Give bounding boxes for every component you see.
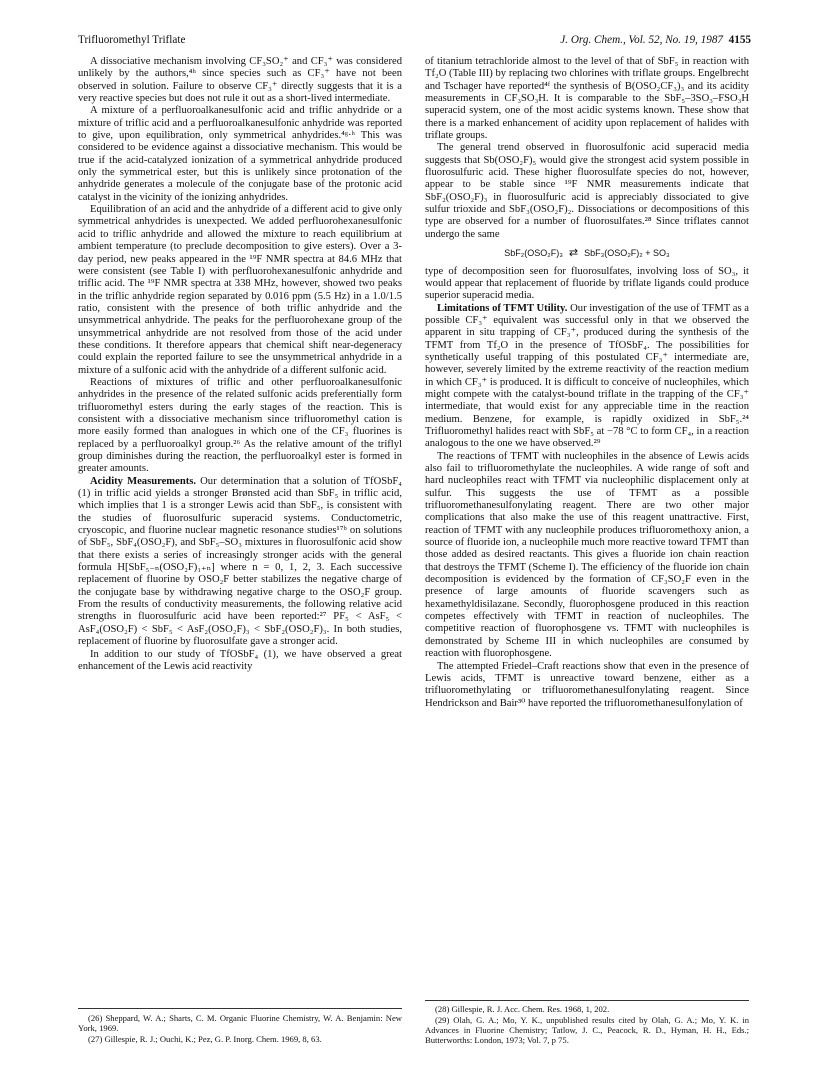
- footnote-rule: [78, 1008, 402, 1009]
- paragraph: In addition to our study of TfOSbF₄ (1), we have observed a great enhancement of the Lewis acid reactivity: [78, 648, 402, 672]
- equilibrium-equation: SbF₂(OSO₂F)₃ ⇄ SbF₃(OSO₂F)₂ + SO₃: [504, 247, 670, 260]
- paragraph: Acidity Measurements. Our determination that a solution of TfOSbF₄ (1) in triflic acid yields a stronger Brønsted acid than SbF₅ in triflic acid, which implies that 1 is a stronger Lewis acid than SbF₅, is consistent with the studies of fluorosulfuric superacid systems. Conductometric, cryoscopic, and fluorine nuclear magnetic resonance studies¹⁷ᵇ on solutions of SbF₅, SbF₄(OSO₂F), and SbF₅–SO₃ mixtures in fluorosulfonic acid show that there exists a series of increasingly stronger acids with the general formula H[SbF₅₋ₙ(OSO₂F)₁₊ₙ] where n = 0, 1, 2, 3. Each successive replacement of fluorine by OSO₂F better stabilizes the negative charge of the conjugate base by withdrawing negative charge to the OSO₂F group. From the results of conductivity measurements, the following relative acid strengths in fluorosulfuric acid have been reported:²⁷ PF₅ < AsF₅ < AsF₄(OSO₂F) < SbF₅ < AsF₂(OSO₂F)₃ < SbF₂(OSO₂F)₃. In both studies, replacement of fluorine by fluorosulfate gave a stronger acid.: [78, 475, 402, 648]
- footnote: (28) Gillespie, R. J. Acc. Chem. Res. 1968, 1, 202.: [435, 1004, 610, 1014]
- right-column: [425, 56, 749, 710]
- paragraph: The general trend observed in fluorosulfonic acid superacid media suggests that Sb(OSO₂F)₅ would give the strongest acid system possible in fluorosulfuric acid. These higher fluorosulfate species do not, however, appear to be stable since ¹⁹F NMR measurements indicate that SbF₂(OSO₂F)₃ in fluorosulfuric acid is appreciably dissociated to give sulfur trioxide and SbF₃(OSO₂F)₂. Dissociations or decompositions of this type are observed for a number of fluorosulfates.²⁸ Since triflates cannot undergo the same: [425, 142, 749, 240]
- paragraph: type of decomposition seen for fluorosulfates, involving loss of SO₃, it would appear that replacement of fluoride by triflate ligands could produce superior superacid media.: [425, 265, 749, 302]
- footnotes-left: [78, 1013, 402, 1045]
- section-heading-acidity: Acidity Measurements.: [90, 475, 197, 487]
- footnote: (29) Olah, G. A.; Mo, Y. K., unpublished results cited by Olah, G. A.; Mo, Y. K. in Advances in Fluorine Chemistry; Tatlow, J. C., Peacock, R. D., Hyman, H. H., Eds.; Butterworths: London, 1973; Vol. 7, p 75.: [425, 1015, 749, 1045]
- left-column: [78, 56, 402, 673]
- paragraph: Equilibration of an acid and the anhydride of a different acid to give only symmetrical anhydrides is unexpected. We added perfluorohexanesulfonic acid to triflic anhydride and allowed the mixture to reach equilibrium at ambient temperature (to preclude decomposition to give esters). Over a 3-day period, new peaks appeared in the ¹⁹F NMR spectra at 84.6 MHz that were consistent (see Table I) with perfluorohexanesulfonic anhydride and triflic acid. The ¹⁹F NMR spectra at 338 MHz, however, showed two peaks in the triflic anhydride region separated by 0.016 ppm (5.5 Hz) in a 1.0/1.5 ratio, consistent with the presence of both triflic anhydride and the unsymmetrical anhydride. The peaks for the perfluorohexane group of the unsymmetrical anhydride are not resolved from those of the acid under these conditions. It therefore appears that chemical shift near-degeneracy could explain the reported failure to see the unsymmetrical anhydride in a mixture of a sulfonic acid with the anhydride of a different sulfonic acid.: [78, 204, 402, 376]
- footnote: (27) Gillespie, R. J.; Ouchi, K.; Pez, G. P. Inorg. Chem. 1969, 8, 63.: [88, 1034, 322, 1044]
- journal-citation: J. Org. Chem., Vol. 52, No. 19, 1987 4155: [560, 34, 751, 46]
- running-title: Trifluoromethyl Triflate: [78, 34, 186, 46]
- paragraph: The attempted Friedel–Craft reactions show that even in the presence of Lewis acids, TFMT is unreactive toward benzene, either as a trifluoromethylating or trifluoromethanesulfonylating reagent. Since Hendrickson and Bair³⁰ have reported the trifluoromethanesulfonylation of: [425, 660, 749, 709]
- paragraph: of titanium tetrachloride almost to the level of that of SbF₅ in reaction with Tf₂O (Table III) by replacing two chlorines with triflate groups. Engelbrecht and Tschager have reported⁴ᶠ the synthesis of B(OSO₂CF₃)₃ and its acidity measurements in CF₃SO₃H. It is comparable to the SbF₅–3SO₃–FSO₃H superacid system, one of the most acidic systems known. These show that there is a marked enhancement of acidity upon replacement of halides with triflate groups.: [425, 56, 749, 142]
- paragraph: Limitations of TFMT Utility. Our investigation of the use of TFMT as a possible CF₃⁺ equivalent was successful only in that we observed the apparent in situ trapping of CF₃⁺, produced during the synthesis of the TFMT from Tf₂O in the presence of TfOSbF₄. The possibilities for synthetically useful trapping of this postulated CF₃⁺ intermediate are, however, severely limited by the extreme reactivity of the reaction medium in which CF₃⁺ is produced. It is difficult to conceive of nucleophiles, which might compete with the catalyst-bound triflate in the trapping of the CF₃⁺ intermediate, that would exist for any appreciable time in the reaction medium. Benzene, for example, is rapidly oxidized in SbF₅.²⁴ Trifluoromethyl halides react with SbF₅ at −78 °C to form CF₄, in a reaction analogous to the one we have observed.²⁹: [425, 302, 749, 450]
- equilibrium-arrow-icon: ⇄: [568, 247, 579, 260]
- section-heading-tfmt: Limitations of TFMT Utility.: [437, 302, 568, 314]
- footnote: (26) Sheppard, W. A.; Sharts, C. M. Organic Fluorine Chemistry, W. A. Benjamin: New York, 1969.: [78, 1013, 402, 1033]
- page-number: 4155: [728, 34, 751, 46]
- paragraph: The reactions of TFMT with nucleophiles in the absence of Lewis acids also fail to trifluoromethylate the nucleophiles. A wide range of soft and hard nucleophiles react with TFMT via nucleophilic displacement only at sulfur. This suggests the use of TFMT as a possible trifluoromethanesulfonylating reagent. There are two other major complications that also make the use of this reagent unattractive. First, reaction of TFMT with any nucleophile produces trifluoromethoxy anion, a source of fluoride ion, a nucleophile much more reactive toward TFMT than those added as desired reactants. This gives a fluoride ion chain reaction that destroys the TFMT (Scheme I). The efficiency of the fluoride ion chain decomposition is evidenced by the formation of CF₃SO₂F even in the presence of large amounts of fluoride scavengers such as hexamethyldisilazane. Secondly, fluorophosgene produced in this reaction competes effectively with TFMT in reaction of nucleophiles. The competitive reaction of fluorophosgene vs. TFMT with nucleophiles is demonstrated by Scheme III in which nucleophiles are consumed by reaction with fluorophosgene.: [425, 450, 749, 660]
- footnotes-right: [425, 1004, 749, 1046]
- paragraph: Reactions of mixtures of triflic and other perfluoroalkanesulfonic anhydrides in the presence of the related sulfonic acids preferentially form trifluoromethyl esters during the early stages of the reaction. This is consistent with a dissociative mechanism since trifluoromethyl cation is more easily formed than analogues in which one of the CF₃ fluorines is replaced by a perfluoroalkyl group.²⁶ As the relative amount of the triflyl group diminishes during the reaction, the perfluoroalkyl ester is formed in greater amounts.: [78, 376, 402, 475]
- paragraph: A mixture of a perfluoroalkanesulfonic acid and triflic anhydride or a mixture of triflic acid and a perfluoroalkanesulfonic anhydride was reported to give, upon equilibration, only symmetrical anhydrides.⁴ᵍ·ʰ This was considered to be evidence against a dissociative mechanism. This would be true if the acid-catalyzed ionization of a symmetrical anhydride produced only the symmetrical ester, but this is unlikely since protonation of the anhydride generates a molecule of the conjugate base of the protonic acid catalyst in the vicinity of the ionizing anhydrides.: [78, 105, 402, 203]
- paragraph: A dissociative mechanism involving CF₃SO₂⁺ and CF₃⁺ was considered unlikely by the authors,⁴ʰ since species such as CF₃⁺ have not been observed in solution. Failure to observe CF₃⁺ directly suggests that it is a very reactive species but does not rule it out as a short-lived intermediate.: [78, 56, 402, 105]
- footnote-rule: [425, 1000, 749, 1001]
